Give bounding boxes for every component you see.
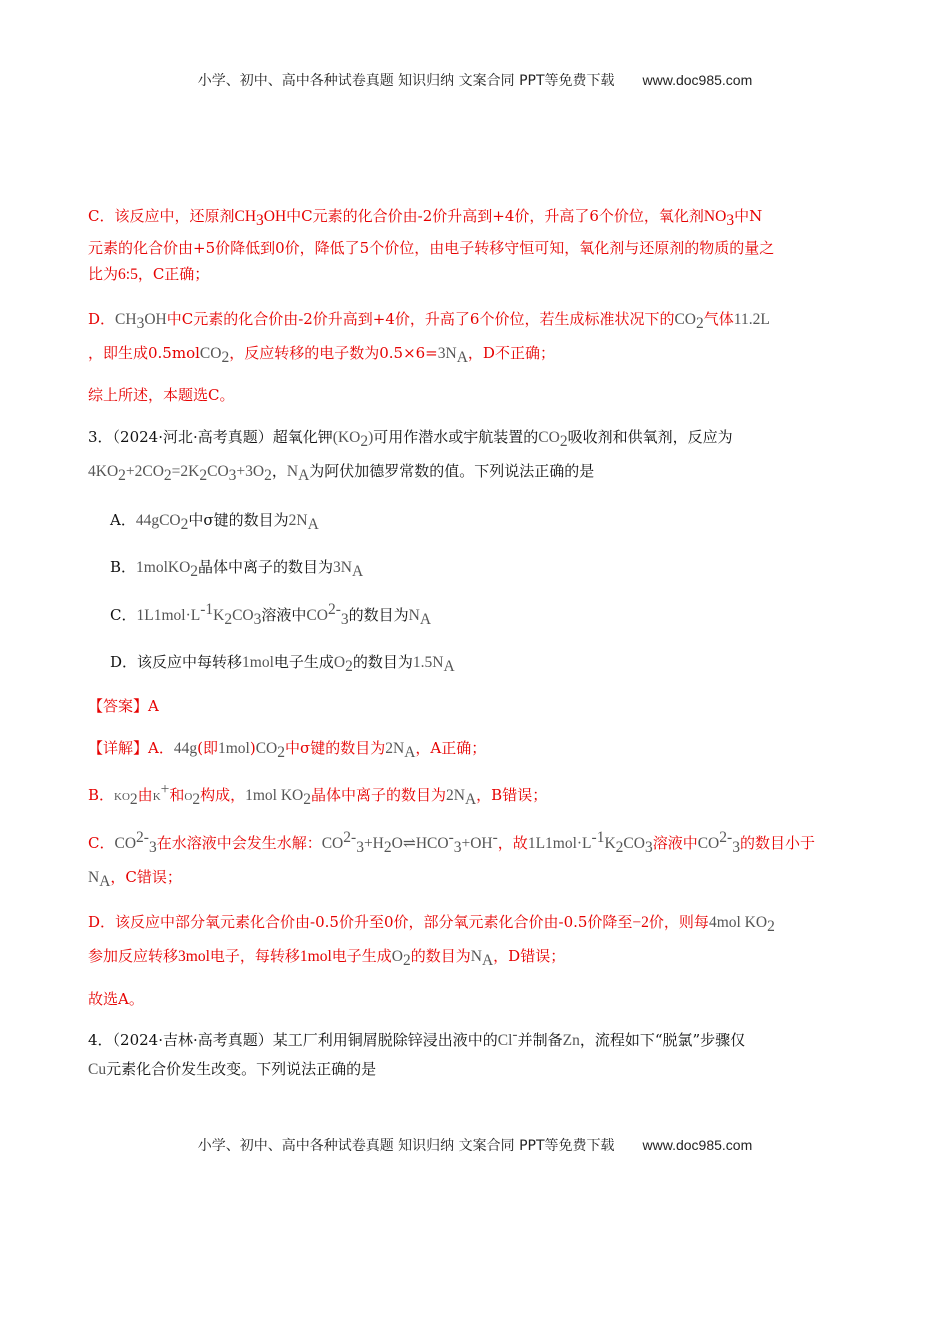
q3-explain-d-line2: 参加反应转移3mol电子，每转移1mol电子生成$O_2$的数目为$N_A$，D错误；	[88, 947, 566, 969]
q3-explain-c-line2: $N_A$，C错误；	[88, 868, 182, 890]
q2-option-c-line1: C．该反应中，还原剂$CH_3OH$中C元素的化合价由-2价升高到+4价，升高了6个价位，氧化剂$NO_3$中N	[88, 207, 763, 229]
footer-site: www.doc985.com	[642, 1137, 753, 1153]
q3-explain-a: 【详解】A．44g(即$1mol)CO_2$中σ键的数目为$2N_A$，A正确；	[88, 739, 487, 761]
q2-option-d-line1: D．$CH_3OH$中C元素的化合价由-2价升高到+4价，升高了6个价位，若生成标准状况下的$CO_2$气体11.2L	[88, 310, 770, 332]
q2-option-d-line2: ，即生成0.5molCO$_2$，反应转移的电子数为$0.5\times 6=3N_A$，D不正确；	[88, 344, 555, 366]
q3-answer: 【答案】A	[88, 697, 159, 715]
footer-text: 小学、初中、高中各种试卷真题 知识归纳 文案合同 PPT等免费下载	[197, 1138, 615, 1154]
q3-option-d: D．该反应中每转移1mol电子生成$O_2$的数目为$1.5N_A$	[110, 653, 455, 675]
q3-option-b: B．1molKO$_2$晶体中离子的数目为$3N_A$	[110, 558, 364, 580]
q3-option-c: C．$1L1mol\cdot L^{-1}K_2CO_3$溶液中$CO^{2-}_3$的数目为$N_A$	[110, 601, 432, 628]
q4-stem-line2: Cu元素化合价发生改变。下列说法正确的是	[88, 1060, 377, 1078]
q2-summary: 综上所述，本题选C。	[88, 386, 235, 404]
q3-stem-line2: $4KO_2+2CO_2=2K_2CO_3+3O_2$，$N_A$为阿伏加德罗常数的值。下列说法正确的是	[88, 462, 595, 484]
header-site: www.doc985.com	[642, 72, 753, 88]
page-header	[0, 70, 950, 90]
q3-conclusion: 故选A。	[88, 990, 144, 1008]
q2-option-c-line2: 元素的化合价由+5价降低到0价，降低了5个价位，由电子转移守恒可知，氧化剂与还原剂的物质的量之	[88, 239, 775, 257]
q3-stem-line1: 3．（2024·河北·高考真题）超氧化钾$(KO_2)$可用作潜水或宇航装置的$CO_2$吸收剂和供氧剂，反应为	[88, 428, 733, 450]
q3-option-a: A．44gCO$_2$中σ键的数目为$2N_A$	[110, 511, 319, 533]
header-text: 小学、初中、高中各种试卷真题 知识归纳 文案合同 PPT等免费下载	[197, 73, 615, 89]
q2-option-c-line3: 比为6:5，C正确；	[88, 265, 210, 283]
page-footer	[0, 1135, 950, 1155]
q3-explain-d-line1: D．该反应中部分氧元素化合价由-0.5价升至0价，部分氧元素化合价由-0.5价降至−2价，则每4mol $KO_2$	[88, 913, 775, 935]
q3-explain-c-line1: C．$CO^{2-}_3$在水溶液中会发生水解：$CO^{2-}_3+H_2O\rightleftharpoons HCO^-_3+OH^-$，故$1L1mol\cdot L^{-1}K_2CO_3$溶液中$CO^{2-}_3$的数目小于	[88, 829, 815, 856]
q3-explain-b: B．$KO_2$由K+和$O_2$构成，1mol $KO_2$晶体中离子的数目为$2N_A$，B错误；	[88, 781, 548, 808]
q4-stem-line1: 4．（2024·吉林·高考真题）某工厂利用铜屑脱除锌浸出液中的Cl-并制备Zn，流程如下“脱氯”步骤仅	[88, 1026, 746, 1049]
